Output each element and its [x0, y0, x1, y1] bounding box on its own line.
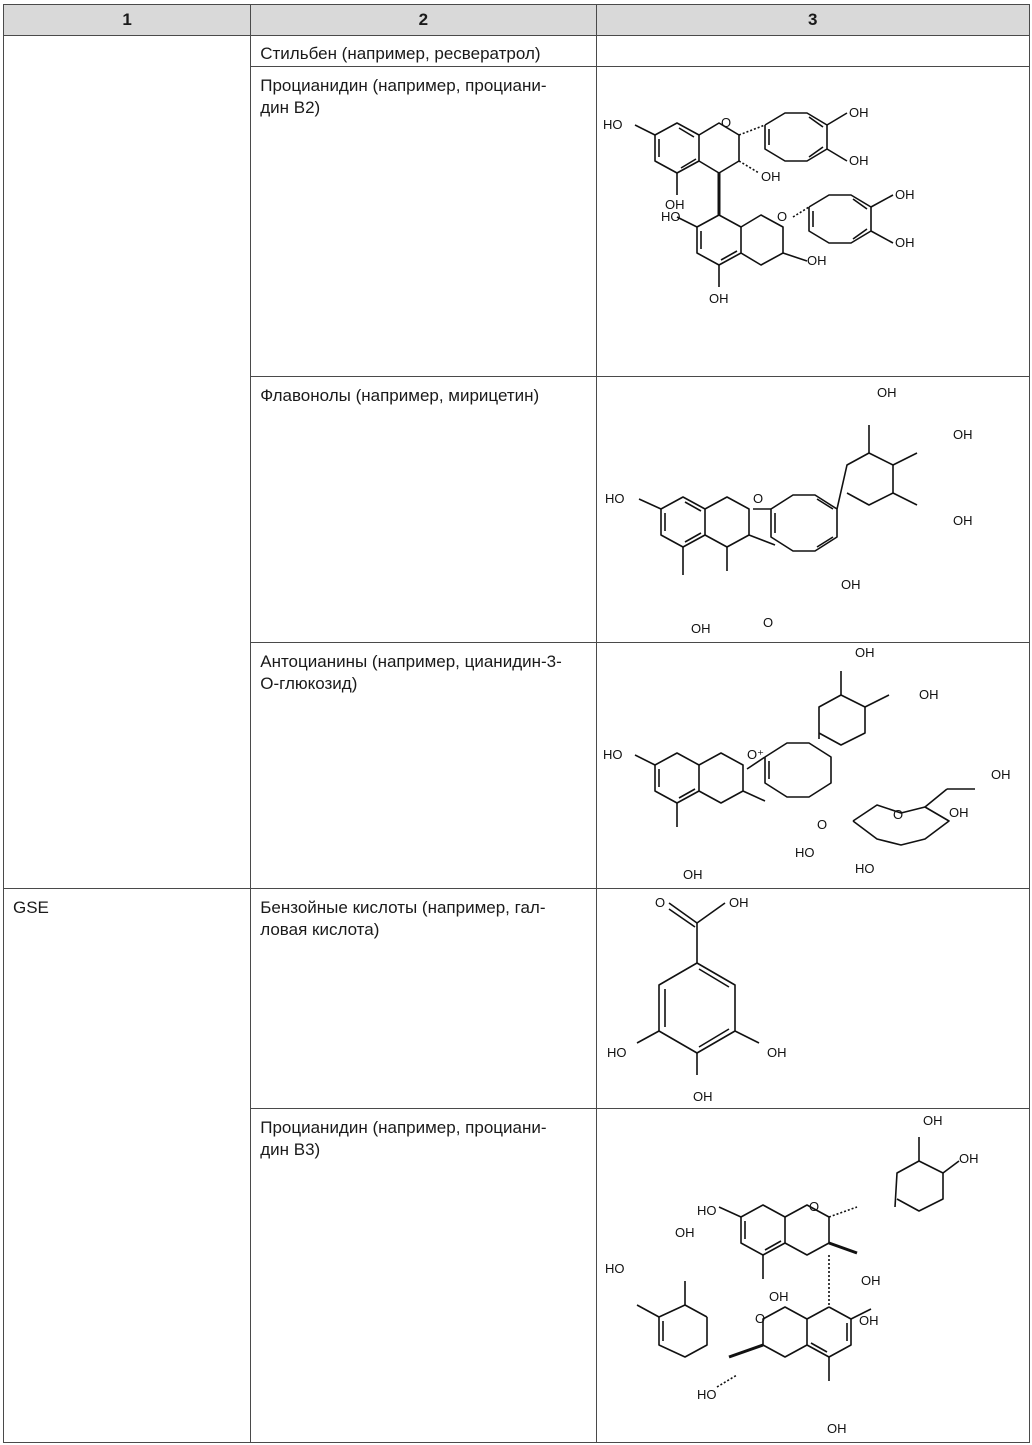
svg-text:OH: OH: [760, 169, 781, 184]
compound-class-text: Бензойные кислоты (например, гал-: [260, 898, 546, 917]
svg-text:OH: OH: [806, 253, 827, 268]
compound-class-text: Процианидин (например, проциани-: [260, 1118, 547, 1137]
compound-class-cell: [251, 1109, 596, 1443]
gallic-acid-structure: [597, 889, 1029, 1108]
svg-text:HO: HO: [604, 491, 625, 506]
compound-class-cell: [251, 377, 596, 643]
myricetin-structure: [597, 377, 1029, 642]
svg-text:OH: OH: [858, 1313, 879, 1328]
svg-text:O⁺: O⁺: [746, 747, 764, 762]
svg-text:OH: OH: [922, 1113, 943, 1128]
svg-text:OH: OH: [876, 385, 897, 400]
svg-text:OH: OH: [894, 187, 915, 202]
svg-text:O: O: [808, 1199, 819, 1214]
table-row: [4, 36, 1030, 67]
svg-text:OH: OH: [674, 1225, 695, 1240]
svg-text:HO: HO: [794, 845, 815, 860]
structure-cell: [596, 67, 1029, 377]
svg-text:O: O: [892, 807, 903, 822]
compound-class-text: Процианидин (например, проциани-: [260, 76, 547, 95]
svg-text:HO: HO: [660, 209, 681, 224]
structure-cell: [596, 889, 1029, 1109]
svg-text:O: O: [752, 491, 763, 506]
svg-text:OH: OH: [952, 427, 973, 442]
svg-text:HO: HO: [602, 747, 623, 762]
svg-text:O: O: [776, 209, 787, 224]
svg-text:OH: OH: [690, 621, 711, 636]
svg-text:OH: OH: [894, 235, 915, 250]
compound-class-cell: [251, 643, 596, 889]
compound-class-text-2: ловая кислота): [260, 920, 380, 939]
svg-text:HO: HO: [602, 117, 623, 132]
svg-text:HO: HO: [696, 1203, 717, 1218]
compound-class-text: Флавонолы (например, мирицетин): [260, 386, 540, 405]
svg-text:O: O: [654, 895, 665, 910]
svg-text:OH: OH: [952, 513, 973, 528]
compound-class-text-2: O-глюкозид): [260, 674, 358, 693]
svg-text:O: O: [762, 615, 773, 630]
svg-text:OH: OH: [860, 1273, 881, 1288]
svg-text:OH: OH: [664, 197, 685, 212]
svg-text:OH: OH: [728, 895, 749, 910]
group-label: GSE: [13, 898, 49, 917]
header-row: [4, 5, 1030, 36]
svg-text:OH: OH: [840, 577, 861, 592]
svg-text:OH: OH: [708, 291, 729, 306]
procyanidin-b2-structure: [597, 67, 1029, 376]
svg-text:O: O: [816, 817, 827, 832]
compound-class-cell: [251, 36, 596, 67]
structure-cell: [596, 643, 1029, 889]
group-cell-empty: [4, 36, 251, 889]
compound-class-text-2: дин B3): [260, 1140, 321, 1159]
polyphenol-table: [3, 4, 1030, 1443]
svg-text:OH: OH: [948, 805, 969, 820]
svg-text:OH: OH: [766, 1045, 787, 1060]
svg-text:OH: OH: [826, 1421, 847, 1436]
svg-text:O: O: [720, 115, 731, 130]
procyanidin-b3-structure: [597, 1109, 1029, 1442]
svg-text:OH: OH: [990, 767, 1011, 782]
group-cell-gse: [4, 889, 251, 1443]
svg-text:OH: OH: [848, 153, 869, 168]
svg-text:O: O: [754, 1311, 765, 1326]
svg-text:HO: HO: [604, 1261, 625, 1276]
compound-class-text-2: дин B2): [260, 98, 321, 117]
structure-cell: [596, 1109, 1029, 1443]
table-row: [4, 889, 1030, 1109]
structure-cell-empty: [596, 36, 1029, 67]
header-col3: 3: [596, 5, 1029, 36]
header-col1: 1: [4, 5, 251, 36]
compound-class-text: Стильбен (например, ресвератрол): [260, 44, 541, 63]
svg-text:HO: HO: [606, 1045, 627, 1060]
svg-text:OH: OH: [692, 1089, 713, 1104]
svg-text:OH: OH: [682, 867, 703, 882]
svg-text:OH: OH: [768, 1289, 789, 1304]
structure-cell: [596, 377, 1029, 643]
svg-text:OH: OH: [854, 645, 875, 660]
svg-text:HO: HO: [696, 1387, 717, 1402]
svg-text:OH: OH: [848, 105, 869, 120]
compound-class-text: Антоцианины (например, цианидин-3-: [260, 652, 562, 671]
svg-text:OH: OH: [918, 687, 939, 702]
svg-text:HO: HO: [854, 861, 875, 876]
header-col2: 2: [251, 5, 596, 36]
cyanidin-glucoside-structure: [597, 643, 1029, 888]
svg-text:OH: OH: [958, 1151, 979, 1166]
compound-class-cell: [251, 67, 596, 377]
compound-class-cell: [251, 889, 596, 1109]
